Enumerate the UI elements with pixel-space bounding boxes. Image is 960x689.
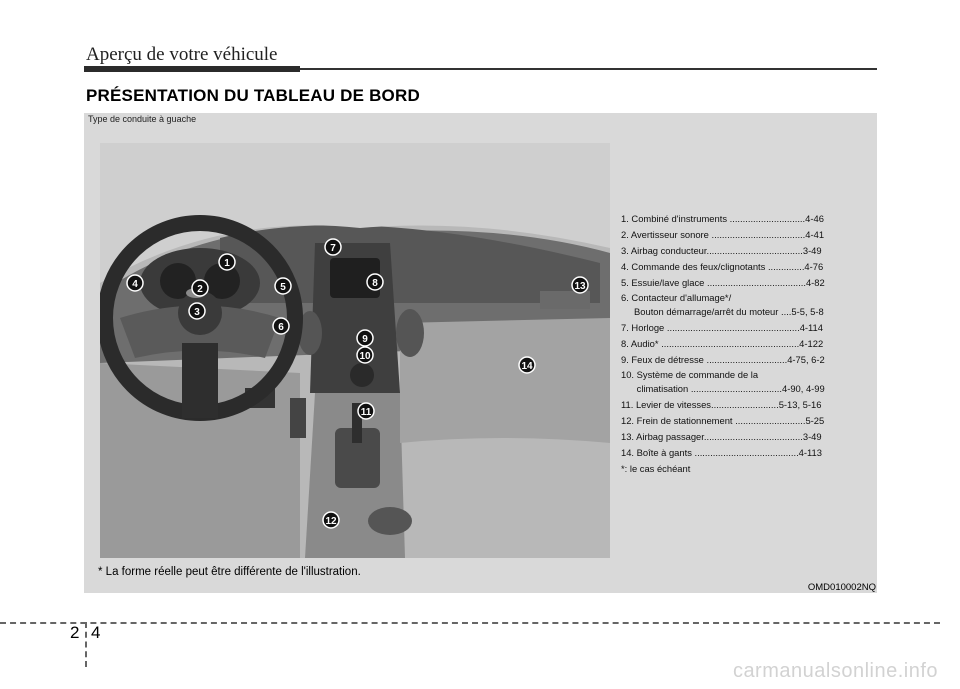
callout-2: 2: [197, 284, 203, 295]
figure-caption: Type de conduite à guache: [88, 114, 197, 124]
legend-item: climatisation ...................................4-90, 4-99: [621, 383, 825, 394]
dashboard-illustration: [100, 143, 610, 558]
section-title: PRÉSENTATION DU TABLEAU DE BORD: [86, 86, 420, 105]
footer-divider: [0, 622, 940, 624]
legend-item: 10. Système de commande de la: [621, 369, 759, 380]
legend-item: 2. Avertisseur sonore ....................................4-41: [621, 229, 825, 240]
component-legend: [621, 211, 861, 477]
callout-3: 3: [194, 307, 200, 318]
callout-11: 11: [360, 407, 372, 418]
legend-item: Bouton démarrage/arrêt du moteur ....5-5, 5-8: [621, 306, 824, 317]
legend-item: 4. Commande des feux/clignotants ..............4-76: [621, 261, 824, 272]
callout-8: 8: [372, 278, 378, 289]
header-rule: [300, 68, 877, 70]
legend-item: 12. Frein de stationnement ...........................5-25: [621, 415, 825, 426]
callout-13: 13: [574, 281, 586, 292]
callout-1: 1: [224, 258, 230, 269]
callout-6: 6: [278, 322, 284, 333]
watermark: carmanualsonline.info: [732, 660, 938, 682]
legend-item: 13. Airbag passager......................................3-49: [621, 431, 822, 442]
callout-7: 7: [330, 243, 336, 254]
legend-item: 3. Airbag conducteur.....................................3-49: [621, 245, 822, 256]
page-number: 4: [91, 623, 101, 642]
callout-4: 4: [132, 279, 138, 290]
illustration-note: * La forme réelle peut être différente de l'illustration.: [98, 566, 361, 578]
callout-10: 10: [359, 351, 371, 362]
legend-item: 1. Combiné d'instruments .............................4-46: [621, 213, 824, 224]
footer-divider-vertical: [85, 622, 87, 667]
callout-5: 5: [280, 282, 286, 293]
page-section: 2: [70, 623, 80, 642]
callout-12: 12: [325, 516, 337, 527]
dashboard-drawing: [100, 143, 610, 558]
legend-item: 7. Horloge ...................................................4-114: [621, 322, 823, 333]
legend-item: 8. Audio* .....................................................4-122: [621, 338, 824, 349]
legend-item: 11. Levier de vitesses..........................5-13, 5-16: [621, 399, 822, 410]
chapter-title: Aperçu de votre véhicule: [86, 44, 278, 65]
callout-14: 14: [521, 361, 533, 372]
callout-9: 9: [362, 334, 368, 345]
legend-item: 14. Boîte à gants ........................................4-113: [621, 447, 822, 458]
legend-item: 6. Contacteur d'allumage*/: [621, 292, 732, 303]
image-code: OMD010002NQ: [807, 582, 876, 593]
legend-item: 5. Essuie/lave glace ......................................4-82: [621, 277, 825, 288]
legend-item: 9. Feux de détresse ...............................4-75, 6-2: [621, 354, 825, 365]
legend-item: *: le cas échéant: [621, 463, 691, 474]
header-rule-dark: [84, 66, 300, 72]
